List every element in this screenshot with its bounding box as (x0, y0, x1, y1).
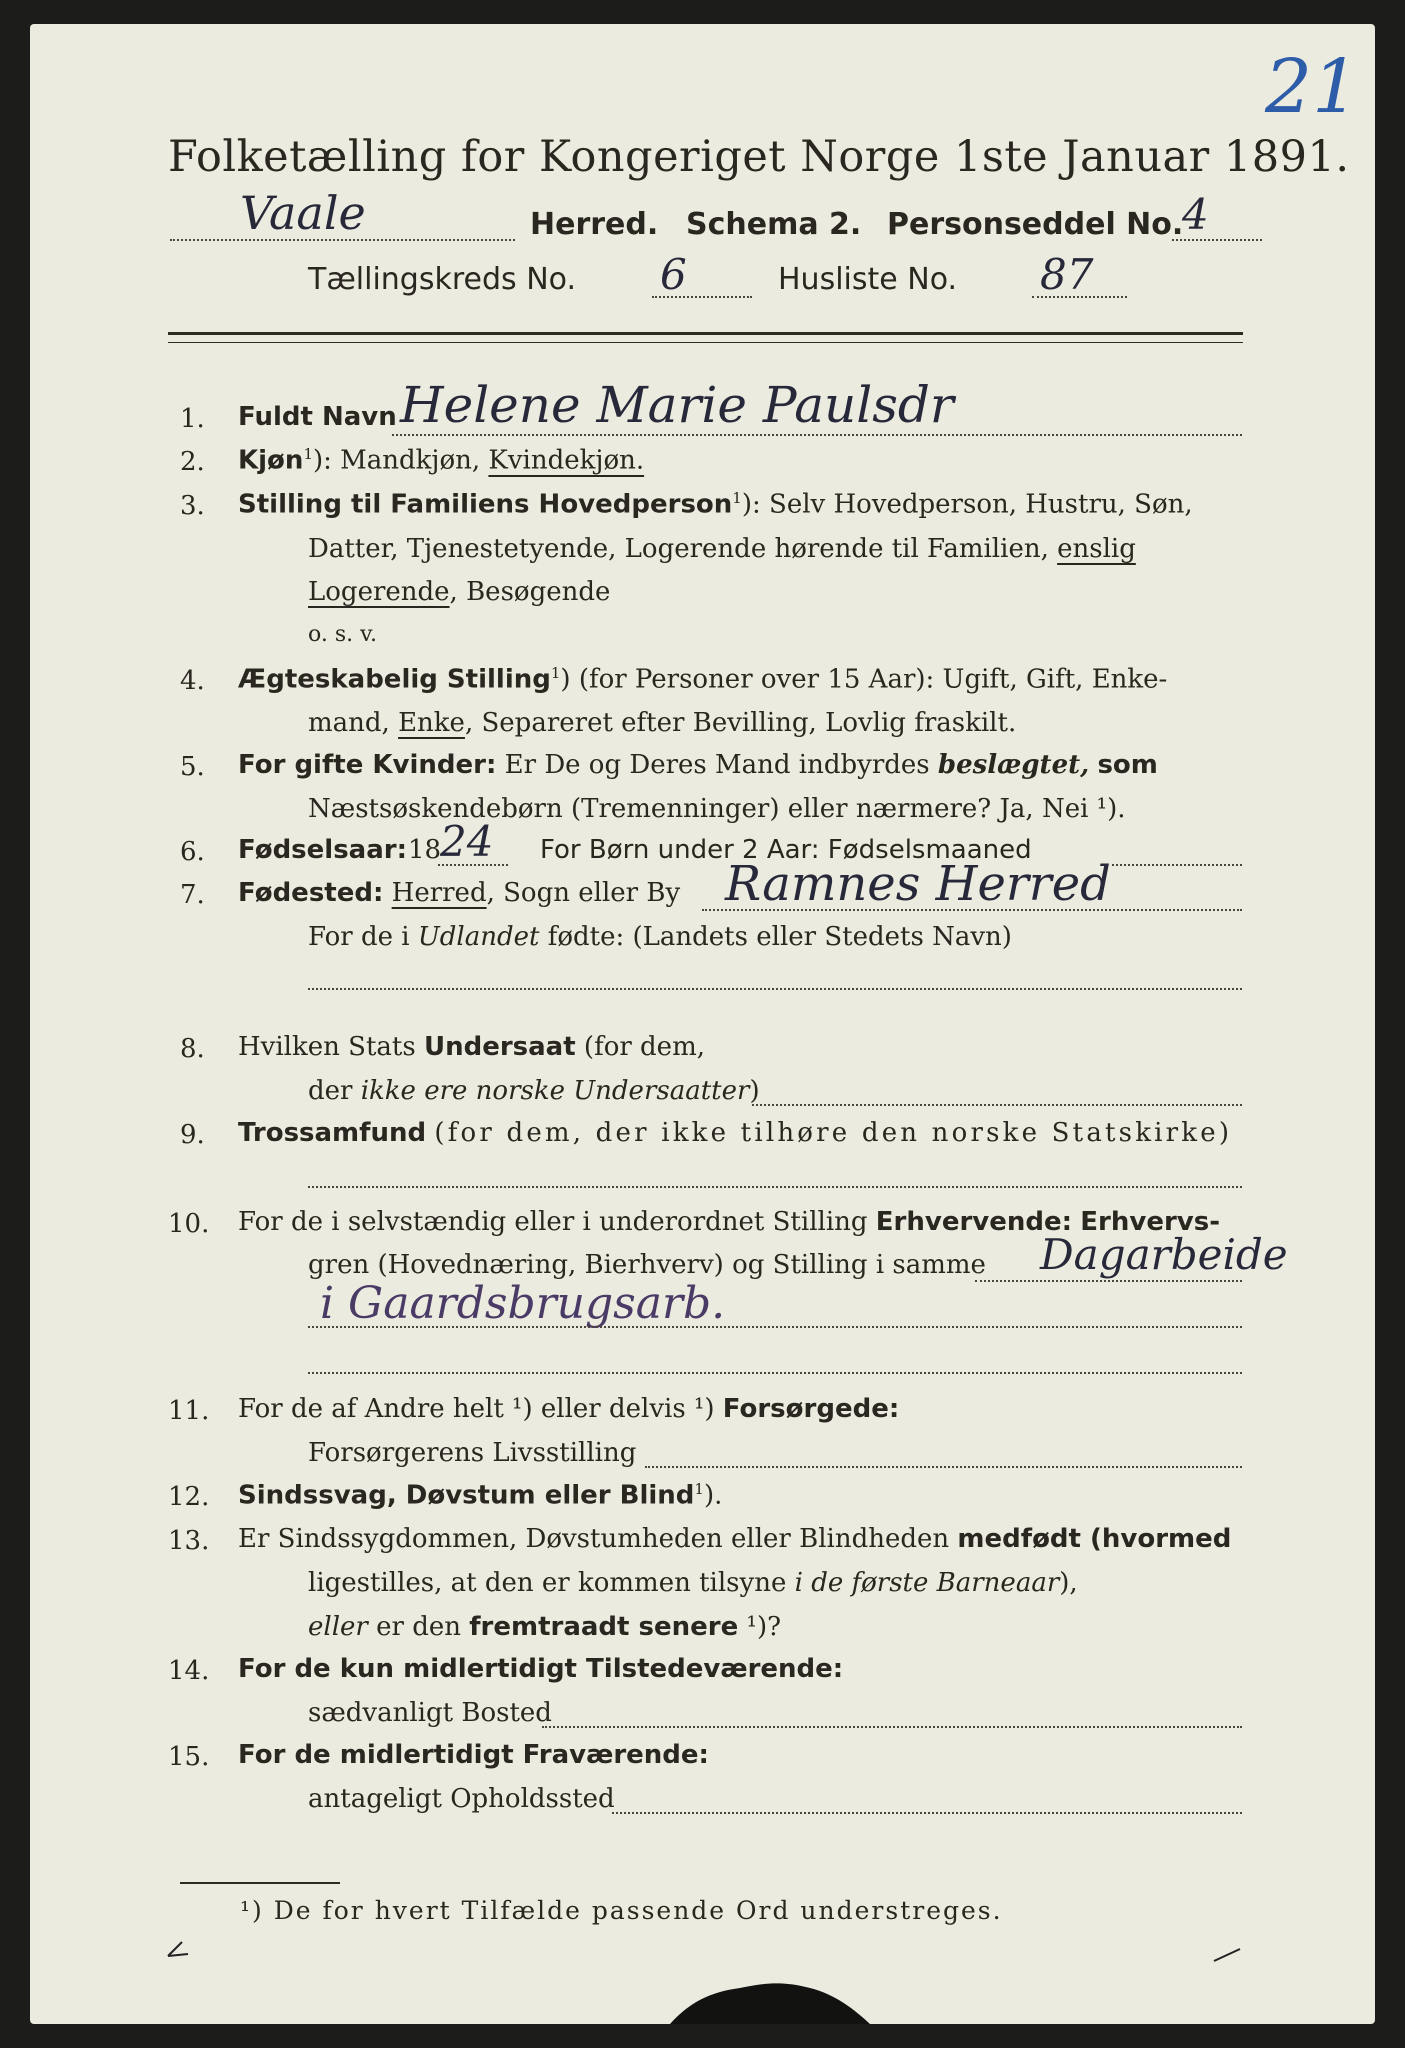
herred-label: Herred. (530, 207, 659, 242)
q2-text (238, 445, 644, 476)
dotted-line (170, 239, 515, 241)
q6-label: Fødselsaar: (238, 835, 407, 865)
footnote-mark: 1 (303, 445, 313, 463)
dotted-line (308, 1372, 1242, 1374)
q8-label: Undersaat (423, 1032, 576, 1062)
taellingskreds-number: 6 (660, 250, 687, 299)
q7-number: 7. (180, 880, 205, 910)
q5-number: 5. (180, 752, 205, 782)
dotted-line (1032, 296, 1127, 298)
q13-label: medfødt (hvormed (957, 1524, 1232, 1554)
q7-line2 (308, 922, 1012, 952)
q1-answer-name: Helene Marie Paulsdr (400, 376, 954, 434)
footnote-mark: 1 (550, 664, 561, 682)
q9-text: (for dem, der ikke tilhøre den norske Statskirke) (434, 1118, 1233, 1148)
q9-label: Trossamfund (238, 1118, 427, 1148)
q13-text-2a: ligestilles, at den er kommen tilsyne (308, 1568, 787, 1598)
census-form-page (30, 24, 1375, 2024)
q15-line2: antageligt Opholdssted (308, 1784, 615, 1814)
dotted-line (308, 1186, 1242, 1188)
husliste-number: 87 (1040, 250, 1094, 299)
q3-options-3: , Besøgende (449, 577, 611, 607)
footnote-mark: 1 (694, 1480, 704, 1498)
q10-text-1b: Erhvervs- (1080, 1207, 1221, 1237)
dotted-line (392, 434, 1242, 436)
q4-options-2b: , Separeret efter Bevilling, Lovlig fraskilt. (464, 708, 1017, 738)
q13-line3 (308, 1612, 781, 1642)
q5-text-1: Er De og Deres Mand indbyrdes (504, 750, 930, 780)
q5-line1 (238, 750, 1158, 780)
form-title: Folketælling for Kongeriget Norge 1ste Januar 1891. (168, 132, 1350, 182)
pencil-mark-right (1210, 1939, 1250, 1969)
dotted-line (1172, 239, 1262, 241)
q10-number: 10. (168, 1209, 210, 1239)
schema-label: Schema 2. (686, 207, 862, 242)
q3-number: 3. (180, 491, 205, 521)
q2-options: ): Mandkjøn, (312, 445, 481, 476)
q4-label: Ægteskabelig Stilling (238, 664, 551, 695)
q1-label: Fuldt Navn (238, 402, 397, 432)
footnote: ¹) De for hvert Tilfælde passende Ord understreges. (240, 1896, 1003, 1925)
q11-number: 11. (168, 1396, 210, 1426)
q13-line1 (238, 1524, 1231, 1554)
q14-number: 14. (168, 1656, 210, 1686)
q7-answer-birthplace: Ramnes Herred (725, 856, 1111, 912)
q13-text-1a: Er Sindssygdommen, Døvstumheden eller Blindheden (238, 1524, 950, 1554)
q4-options-1: ) (for Personer over 15 Aar): Ugift, Gift, Enke- (560, 664, 1168, 695)
q8-line2 (308, 1076, 760, 1106)
q7-underlined-option: Herred (391, 878, 487, 908)
q3-line4: o. s. v. (308, 622, 377, 647)
q7-options: , Sogn eller By (486, 878, 681, 908)
q7-text-2a: For de i (308, 922, 410, 952)
q8-text-2a: der (308, 1076, 353, 1106)
personseddel-label: Personseddel No. (887, 207, 1184, 242)
q12-line1 (238, 1480, 722, 1511)
q4-underlined-option: Enke (398, 708, 465, 738)
dotted-line (612, 1812, 1242, 1814)
q13-number: 13. (168, 1526, 210, 1556)
footnote-mark: 1 (732, 489, 742, 507)
q3-label: Stilling til Familiens Hovedperson (238, 489, 733, 520)
q15-number: 15. (168, 1742, 210, 1772)
q2-label: Kjøn (238, 445, 304, 476)
q11-line1 (238, 1394, 899, 1424)
q4-line1 (238, 664, 1167, 695)
dotted-line (752, 1104, 1242, 1106)
dotted-line (438, 864, 508, 866)
q7-italic: Udlandet (417, 922, 540, 952)
q5-end: som (1097, 750, 1158, 780)
q6-number: 6. (180, 837, 205, 867)
taellingskreds-label: Tællingskreds No. (308, 262, 576, 297)
q11-text-1a: For de af Andre helt ¹) eller delvis ¹) (238, 1394, 715, 1424)
q2-underlined-option: Kvindekjøn. (488, 445, 645, 476)
q7-line1 (238, 878, 680, 908)
q14-label: For de kun midlertidigt Tilstedeværende: (238, 1654, 844, 1684)
q13-text-2b: ), (1059, 1568, 1078, 1598)
dotted-line (542, 1726, 1242, 1728)
q6-prefix: 18 (408, 835, 442, 865)
q7-label: Fødested: (238, 878, 384, 908)
q11-label: Forsørgede: (722, 1394, 900, 1424)
q10-answer-2: i Gaardsbrugsarb. (320, 1278, 726, 1329)
q9-line1 (238, 1118, 1232, 1148)
place-name-answer: Vaale (240, 186, 366, 240)
q3-options-1: ): Selv Hovedperson, Hustru, Søn, (741, 489, 1193, 520)
footnote-rule (180, 1882, 340, 1884)
q1-number: 1. (180, 404, 205, 434)
q11-line2: Forsørgerens Livsstilling (308, 1438, 637, 1468)
pencil-mark-left (160, 1924, 200, 1964)
header-rule (168, 332, 1243, 335)
q3-line3 (308, 577, 610, 607)
q5-label: For gifte Kvinder: (238, 750, 497, 780)
q3-line2 (308, 534, 1136, 564)
q10-answer-1: Dagarbeide (1040, 1230, 1288, 1279)
q5-line2: Næstsøskendebørn (Tremenninger) eller nærmere? Ja, Nei ¹). (308, 794, 1126, 824)
dotted-line (645, 1466, 1242, 1468)
q8-number: 8. (180, 1034, 205, 1064)
dotted-line (308, 1326, 1242, 1328)
q6-rest: For Børn under 2 Aar: Fødselsmaaned (540, 835, 1032, 865)
q3-line1 (238, 489, 1193, 520)
q4-line2 (308, 708, 1016, 738)
header-rule-thin (168, 342, 1243, 343)
q8-line1 (238, 1032, 705, 1062)
q15-label: For de midlertidigt Fraværende: (238, 1740, 709, 1770)
q2-number: 2. (180, 447, 205, 477)
q12-label: Sindssvag, Døvstum eller Blind (238, 1480, 695, 1511)
q10-text-1a: For de i selvstændig eller i underordnet Stilling (238, 1207, 868, 1237)
q9-number: 9. (180, 1120, 205, 1150)
dotted-line (975, 1280, 1242, 1282)
dotted-line (652, 296, 752, 298)
q10-line2: gren (Hovednæring, Bierhverv) og Stilling i samme (308, 1250, 986, 1280)
q13-italic-2: eller (308, 1612, 368, 1642)
q14-line2: sædvanligt Bosted (308, 1698, 552, 1728)
q13-label-2: fremtraadt senere (469, 1612, 739, 1642)
q6-answer-year: 24 (440, 817, 494, 866)
q13-text-3a: er den (376, 1612, 461, 1642)
q4-options-2a: mand, (308, 708, 390, 738)
q3-underlined-option: enslig (1057, 534, 1136, 564)
q3-options-2: Datter, Tjenestetyende, Logerende hørende til Familien, (308, 534, 1049, 564)
dotted-line (308, 988, 1242, 990)
q7-text-2b: fødte: (Landets eller Stedets Navn) (547, 922, 1012, 952)
q12-number: 12. (168, 1482, 210, 1512)
dotted-line (1112, 864, 1242, 866)
q12-text: ). (703, 1480, 723, 1511)
q4-number: 4. (180, 666, 205, 696)
paper-damage-mark (670, 1962, 870, 2024)
dotted-line (702, 909, 1242, 911)
q3-underlined-option-2: Logerende (308, 577, 450, 607)
q10-label: Erhvervende: (875, 1207, 1073, 1237)
q13-italic: i de første Barneaar (794, 1568, 1060, 1598)
page-number: 21 (1265, 44, 1360, 130)
q5-italic: beslægtet, (937, 750, 1090, 780)
q8-text-1a: Hvilken Stats (238, 1032, 416, 1062)
personseddel-number: 4 (1182, 190, 1209, 239)
q8-text-2b: ) (749, 1076, 760, 1106)
q8-text-1b: (for dem, (583, 1032, 705, 1062)
q13-text-3b: ¹)? (746, 1612, 782, 1642)
q13-line2 (308, 1568, 1078, 1598)
husliste-label: Husliste No. (778, 262, 958, 297)
q8-italic: ikke ere norske Undersaatter (360, 1076, 750, 1106)
